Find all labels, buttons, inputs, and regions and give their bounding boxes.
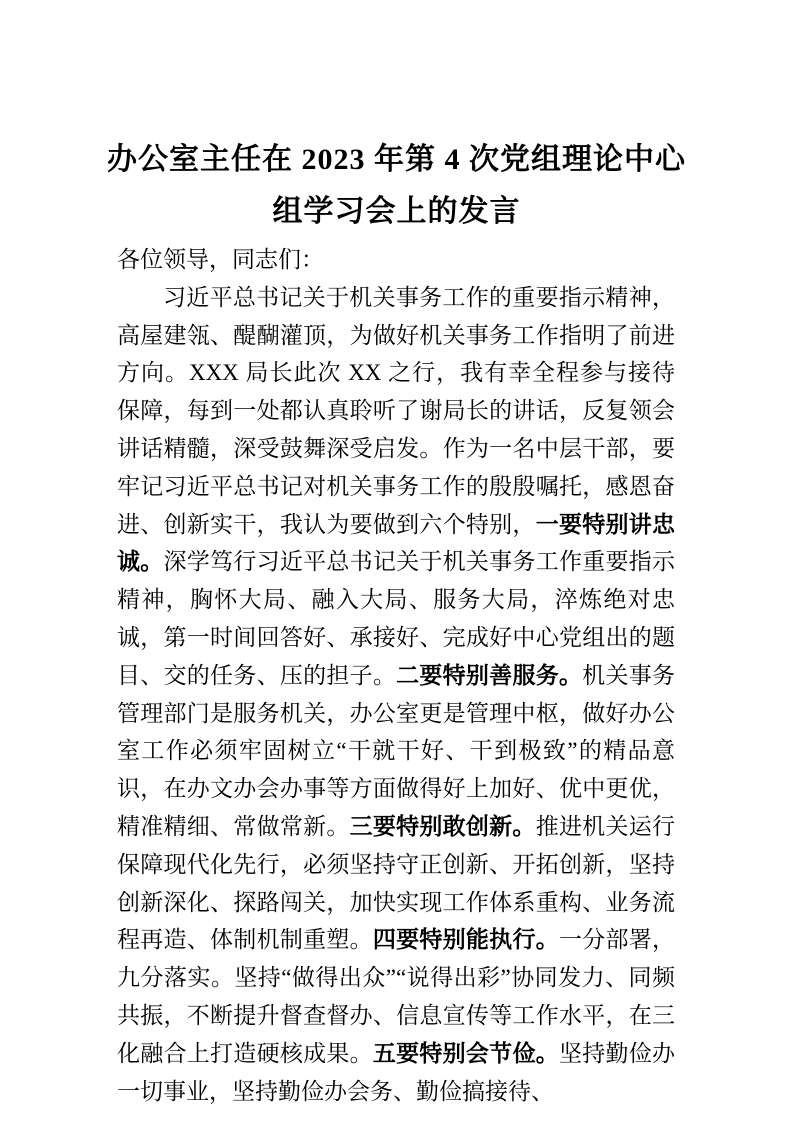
text-run: 习近平总书记关于机关事务工作的重要指示精神，高屋建瓴、醍醐灌顶，为做好机关事务工作指明了前进方向。XXX 局长此次 XX 之行，我有幸全程参与接待保障，每到一处都认真聆听了谢局长的讲话，反复领会讲话精髓，深受鼓舞深受启发。作为一名中层干部，要牢记习近平总书记对机关事务工作的殷殷嘱托，感恩奋进、创新实干，我认为要做到六个特别， xyxy=(117,284,675,537)
text-run: 机关事务管理部门是服务机关，办公室更是管理中枢，做好办公室工作必须牢固树立“干就干好、干到极致”的精品意识，在办文办会办事等方面做得好上加好、优中更优，精准精细、常做常新。 xyxy=(117,662,676,839)
emphasis-run: 五要特别会节俭。 xyxy=(372,1040,559,1066)
salutation-line: 各位领导，同志们： xyxy=(117,247,324,272)
main-paragraph xyxy=(117,279,675,1111)
emphasis-run: 二要特别善服务。 xyxy=(396,662,583,688)
emphasis-run: 一要特别讲忠诚。 xyxy=(117,511,676,575)
document-title-line-2: 组学习会上的发言 xyxy=(272,195,521,228)
text-run: 坚持勤俭办一切事业，坚持勤俭办会务、勤俭搞接待、 xyxy=(117,1040,676,1104)
emphasis-run: 三要特别敢创新。 xyxy=(349,813,536,839)
emphasis-run: 四要特别能执行。 xyxy=(372,927,559,953)
document-title-line-1: 办公室主任在 2023 年第 4 次党组理论中心 xyxy=(107,143,686,176)
document-title xyxy=(0,134,793,238)
document-body xyxy=(117,241,675,1110)
text-run: 推进机关运行保障现代化先行，必须坚持守正创新、开拓创新，坚持创新深化、探路闯关，加快实现工作体系重构、业务流程再造、体制机制重塑。 xyxy=(117,813,676,953)
text-run: 一分部署，九分落实。坚持“做得出众”“说得出彩”协同发力、同频共振，不断提升督查督办、信息宣传等工作水平，在三化融合上打造硬核成果。 xyxy=(117,927,676,1066)
text-run: 深学笃行习近平总书记关于机关事务工作重要指示精神，胸怀大局、融入大局、服务大局，淬炼绝对忠诚，第一时间回答好、承接好、完成好中心党组出的题目、交的任务、压的担子。 xyxy=(117,549,676,688)
